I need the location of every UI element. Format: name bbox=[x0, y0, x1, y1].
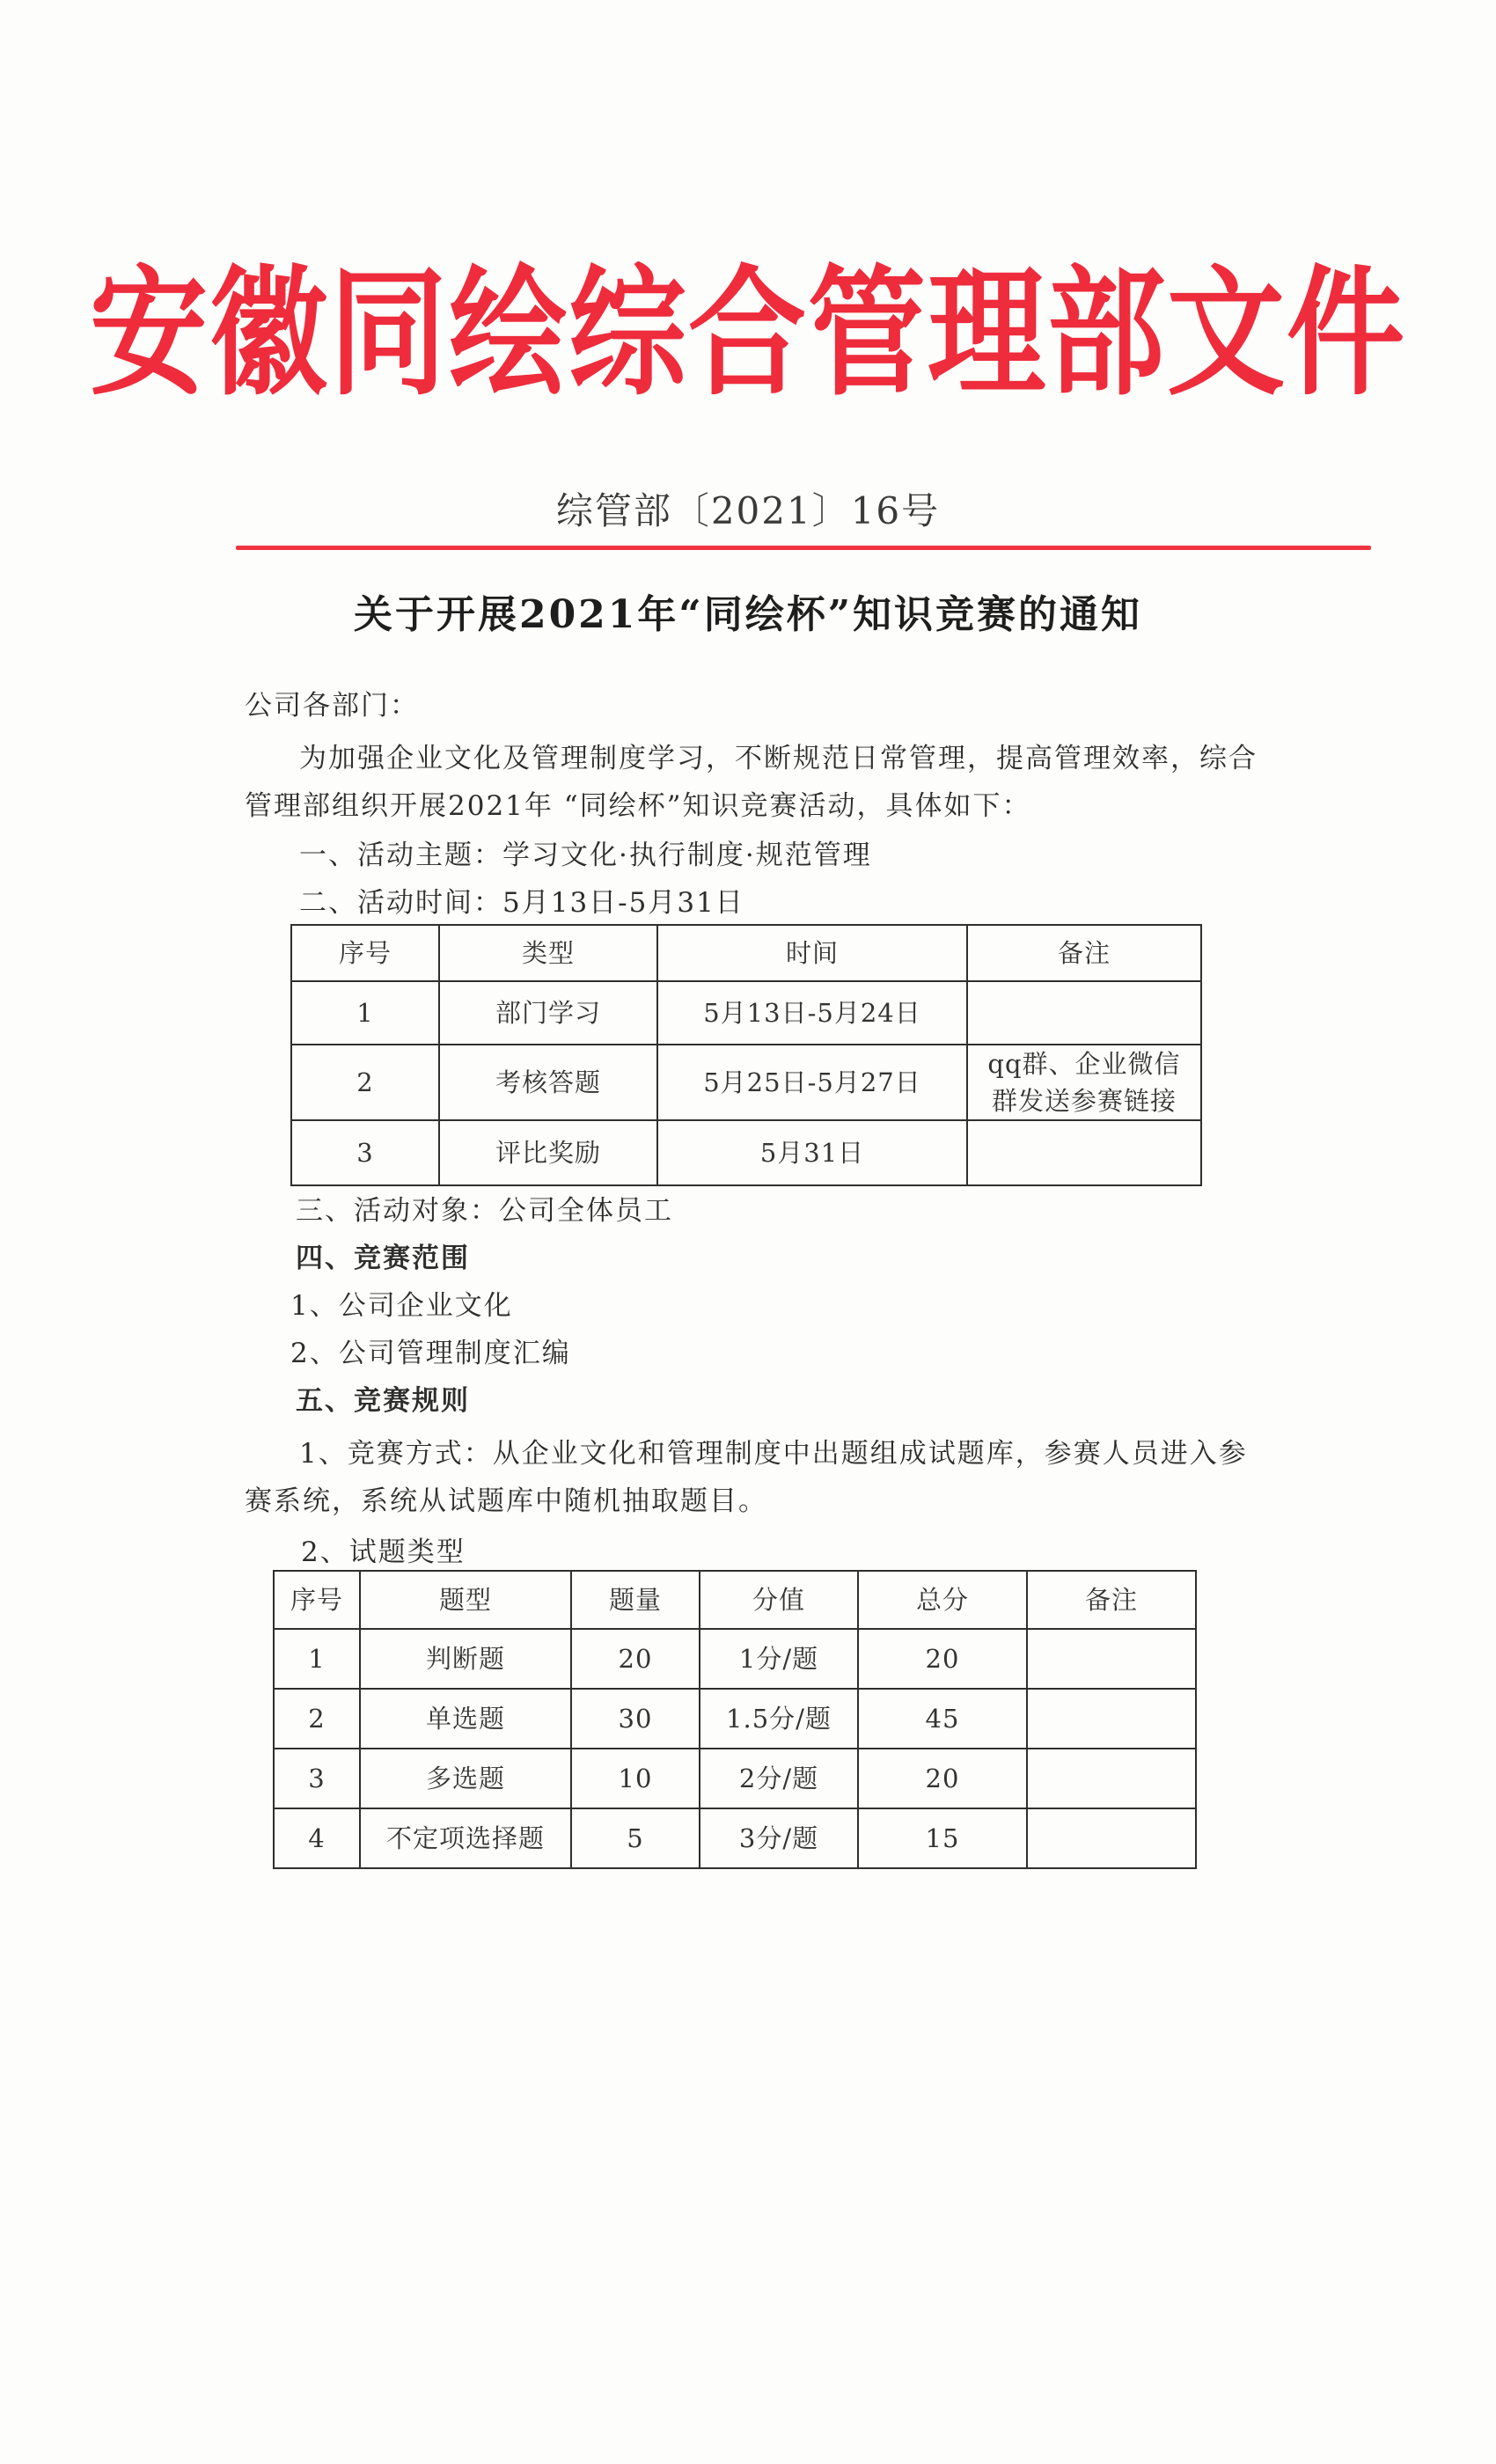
table-header-cell: 备注 bbox=[1027, 1571, 1196, 1629]
table-cell: 不定项选择题 bbox=[360, 1808, 571, 1868]
table-cell: 2 bbox=[274, 1689, 360, 1749]
rule-paragraph-line-1: 1、竞赛方式：从企业文化和管理制度中出题组成试题库，参赛人员进入参 bbox=[299, 1438, 1248, 1470]
table-cell: 单选题 bbox=[360, 1689, 571, 1749]
table-cell: 5月31日 bbox=[657, 1120, 967, 1185]
table-header-cell: 序号 bbox=[291, 925, 439, 981]
table-cell: 5月25日-5月27日 bbox=[657, 1045, 967, 1120]
section-rules: 五、竞赛规则 bbox=[296, 1385, 470, 1417]
table-cell: 评比奖励 bbox=[439, 1120, 657, 1185]
table-cell: 20 bbox=[858, 1629, 1027, 1689]
notice-title: 关于开展2021年“同绘杯”知识竞赛的通知 bbox=[353, 592, 1143, 637]
table-row bbox=[291, 981, 1201, 1045]
question-type-table bbox=[273, 1570, 1197, 1869]
table-cell bbox=[1027, 1629, 1196, 1689]
table-cell: qq群、企业微信群发送参赛链接 bbox=[967, 1045, 1201, 1120]
table-row bbox=[274, 1629, 1196, 1689]
table-header-cell: 题型 bbox=[360, 1571, 571, 1629]
table-cell bbox=[1027, 1808, 1196, 1868]
table-cell: 15 bbox=[858, 1808, 1027, 1868]
rule-paragraph-line-2: 赛系统，系统从试题库中随机抽取题目。 bbox=[245, 1485, 767, 1517]
table-cell: 3 bbox=[291, 1120, 439, 1185]
table-cell: 3分/题 bbox=[700, 1808, 858, 1868]
table-cell: 部门学习 bbox=[439, 981, 657, 1045]
table-cell: 45 bbox=[858, 1689, 1027, 1749]
rule-question-types: 2、试题类型 bbox=[301, 1536, 466, 1568]
document-number: 综管部〔2021〕16号 bbox=[555, 489, 941, 532]
table-cell: 1 bbox=[291, 981, 439, 1045]
table-row bbox=[274, 1808, 1196, 1868]
table-header-cell: 备注 bbox=[967, 925, 1201, 981]
table-cell: 3 bbox=[274, 1749, 360, 1808]
intro-paragraph-line-2: 管理部组织开展2021年 “同绘杯”知识竞赛活动，具体如下： bbox=[245, 790, 1031, 822]
table-row bbox=[274, 1749, 1196, 1808]
table-cell bbox=[1027, 1749, 1196, 1808]
table-header-row bbox=[274, 1571, 1196, 1629]
table-cell bbox=[967, 1120, 1201, 1185]
table-cell: 判断题 bbox=[360, 1629, 571, 1689]
intro-paragraph-line-1: 为加强企业文化及管理制度学习，不断规范日常管理，提高管理效率，综合 bbox=[299, 743, 1258, 774]
table-cell: 5月13日-5月24日 bbox=[657, 981, 967, 1045]
table-header-cell: 题量 bbox=[571, 1571, 700, 1629]
table-row bbox=[274, 1689, 1196, 1749]
table-row bbox=[291, 1120, 1201, 1185]
table-cell: 10 bbox=[571, 1749, 700, 1808]
table-header-cell: 类型 bbox=[439, 925, 657, 981]
salutation: 公司各部门： bbox=[245, 690, 419, 722]
section-target: 三、活动对象：公司全体员工 bbox=[296, 1195, 673, 1227]
table-cell: 多选题 bbox=[360, 1749, 571, 1808]
red-divider-line bbox=[236, 546, 1371, 550]
table-header-cell: 时间 bbox=[657, 925, 967, 981]
section-time: 二、活动时间：5月13日-5月31日 bbox=[299, 887, 744, 919]
table-header-cell: 总分 bbox=[858, 1571, 1027, 1629]
table-cell: 1分/题 bbox=[700, 1629, 858, 1689]
table-cell: 1.5分/题 bbox=[700, 1689, 858, 1749]
table-header-cell: 序号 bbox=[274, 1571, 360, 1629]
table-cell: 5 bbox=[571, 1808, 700, 1868]
section-theme: 一、活动主题：学习文化·执行制度·规范管理 bbox=[299, 840, 872, 871]
table-cell: 考核答题 bbox=[439, 1045, 657, 1120]
table-row bbox=[291, 1045, 1201, 1120]
document-header-title: 安徽同绘综合管理部文件 bbox=[89, 253, 1406, 415]
table-cell: 30 bbox=[571, 1689, 700, 1749]
table-cell: 2分/题 bbox=[700, 1749, 858, 1808]
table-header-cell: 分值 bbox=[700, 1571, 858, 1629]
table-cell: 20 bbox=[571, 1629, 700, 1689]
table-cell: 4 bbox=[274, 1808, 360, 1868]
schedule-table bbox=[290, 924, 1202, 1186]
table-cell: 1 bbox=[274, 1629, 360, 1689]
table-cell bbox=[1027, 1689, 1196, 1749]
table-header-row bbox=[291, 925, 1201, 981]
section-scope: 四、竞赛范围 bbox=[296, 1243, 470, 1274]
table-cell: 2 bbox=[291, 1045, 439, 1120]
table-cell: 20 bbox=[858, 1749, 1027, 1808]
scope-item: 2、公司管理制度汇编 bbox=[290, 1338, 571, 1369]
scope-item: 1、公司企业文化 bbox=[290, 1290, 513, 1322]
table-cell bbox=[967, 981, 1201, 1045]
